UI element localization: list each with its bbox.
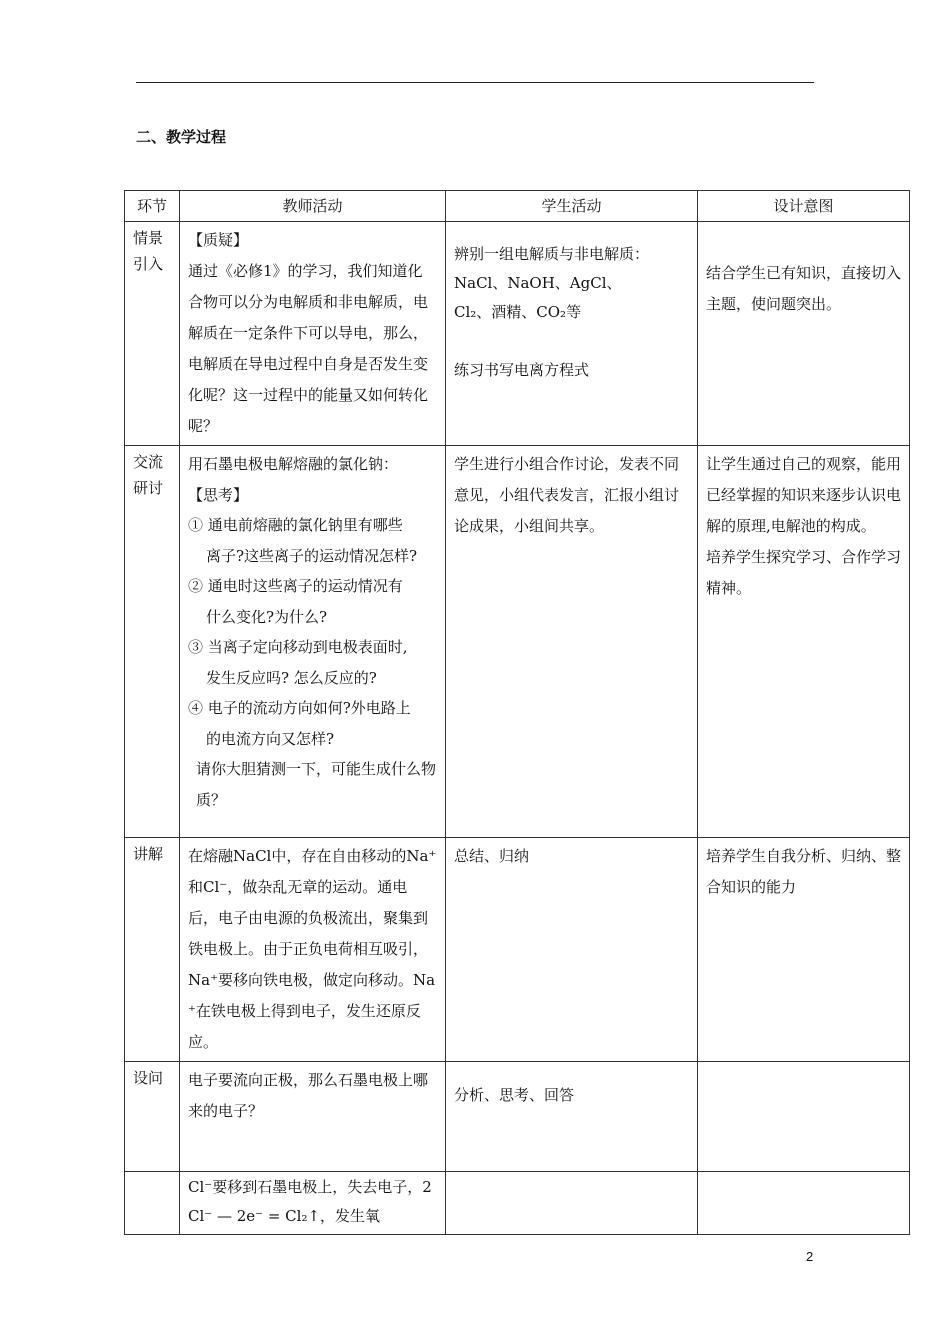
teacher-text: 【质疑】 [188,231,249,249]
header-intent: 设计意图 [698,191,910,222]
header-student: 学生活动 [446,191,698,222]
section-title: 二、教学过程 [136,128,227,146]
table-row [125,838,910,1062]
stage-cell [125,838,180,1062]
intent-cell [698,1062,910,1172]
student-cell [446,1062,698,1172]
stage-text: 讲解 [133,845,164,863]
student-text: 分析、思考、回答 [454,1086,575,1104]
intent-text: 培养学生自我分析、归纳、整合知识的能力 [706,847,902,896]
teacher-cell [180,1062,446,1172]
intent-text: 培养学生探究学习、合作学习精神。 [706,548,902,597]
page-number: 2 [806,1249,814,1264]
student-text [454,327,689,356]
student-text: NaCl、NaOH、AgCl、 [454,274,622,292]
stage-cell [125,1062,180,1172]
student-cell [446,446,698,838]
table-row [125,1172,910,1235]
teacher-text: 在熔融NaCl中，存在自由移动的Na⁺和Cl⁻，做杂乱无章的运动。通电后，电子由电源的负极流出，聚集到铁电极上。由于正负电荷相互吸引，Na⁺要移向铁电极，做定向移动。Na⁺在铁电极上得到电子，发生还原反应。 [188,847,437,1051]
stage-cell [125,1172,180,1235]
teacher-text: 请你大胆猜测一下，可能生成什么物质？ [196,760,437,809]
teacher-text: 发生反应吗? 怎么反应的? [206,668,377,687]
teacher-cell [180,222,446,446]
intent-cell [698,838,910,1062]
teacher-cell [180,838,446,1062]
table-header-row [125,191,910,222]
teaching-process-table [124,190,910,1235]
header-rule [136,82,814,83]
stage-text: 设问 [133,1069,164,1087]
teacher-text: ④ 电子的流动方向如何?外电路上 [188,699,411,717]
teacher-text: 什么变化?为什么? [206,607,328,626]
stage-text: 情景 [133,229,164,247]
teacher-text: 的电流方向又怎样? [206,729,335,748]
teacher-text: ① 通电前熔融的氯化钠里有哪些 [188,516,403,534]
teacher-text: 电子要流向正极，那么石墨电极上哪来的电子？ [188,1071,429,1120]
intent-cell [698,222,910,446]
teacher-cell [180,446,446,838]
teacher-text: 通过《必修1》的学习，我们知道化合物可以分为电解质和非电解质，电解质在一定条件下可以导电，那么，电解质在导电过程中自身是否发生变化呢？这一过程中的能量又如何转化呢？ [188,262,429,435]
intent-text: 让学生通过自己的观察，能用已经掌握的知识来逐步认识电解的原理,电解池的构成。 [706,455,902,535]
table-row [125,446,910,838]
stage-text: 研讨 [133,479,164,497]
stage-text: 引入 [133,255,164,273]
intent-cell [698,446,910,838]
stage-cell [125,222,180,446]
teacher-text: 【思考】 [188,485,249,504]
stage-cell [125,446,180,838]
intent-cell [698,1172,910,1235]
student-text: 练习书写电离方程式 [454,361,590,379]
student-text: 辨别一组电解质与非电解质： [454,245,650,263]
table-row [125,1062,910,1172]
teacher-text: 离子?这些离子的运动情况怎样? [206,546,418,565]
teacher-text: 用石墨电极电解熔融的氯化钠： [188,455,399,473]
intent-text: 结合学生已有知识，直接切入主题，使问题突出。 [706,264,902,313]
table-row [125,222,910,446]
student-cell [446,222,698,446]
teacher-cell [180,1172,446,1235]
header-teacher: 教师活动 [180,191,446,222]
teacher-text: Cl⁻要移到石墨电极上，失去电子，2Cl⁻ — 2e⁻ = Cl₂↑，发生氧 [188,1178,432,1225]
student-text: 总结、归纳 [454,847,530,865]
student-text: Cl₂、酒精、CO₂等 [454,303,582,321]
student-text: 学生进行小组合作讨论，发表不同意见，小组代表发言，汇报小组讨论成果，小组间共享。 [454,455,680,535]
teacher-text: ③ 当离子定向移动到电极表面时, [188,638,408,656]
teacher-text: ② 通电时这些离子的运动情况有 [188,577,403,595]
header-stage: 环节 [125,191,180,222]
stage-text: 交流 [133,453,164,471]
student-cell [446,1172,698,1235]
student-cell [446,838,698,1062]
